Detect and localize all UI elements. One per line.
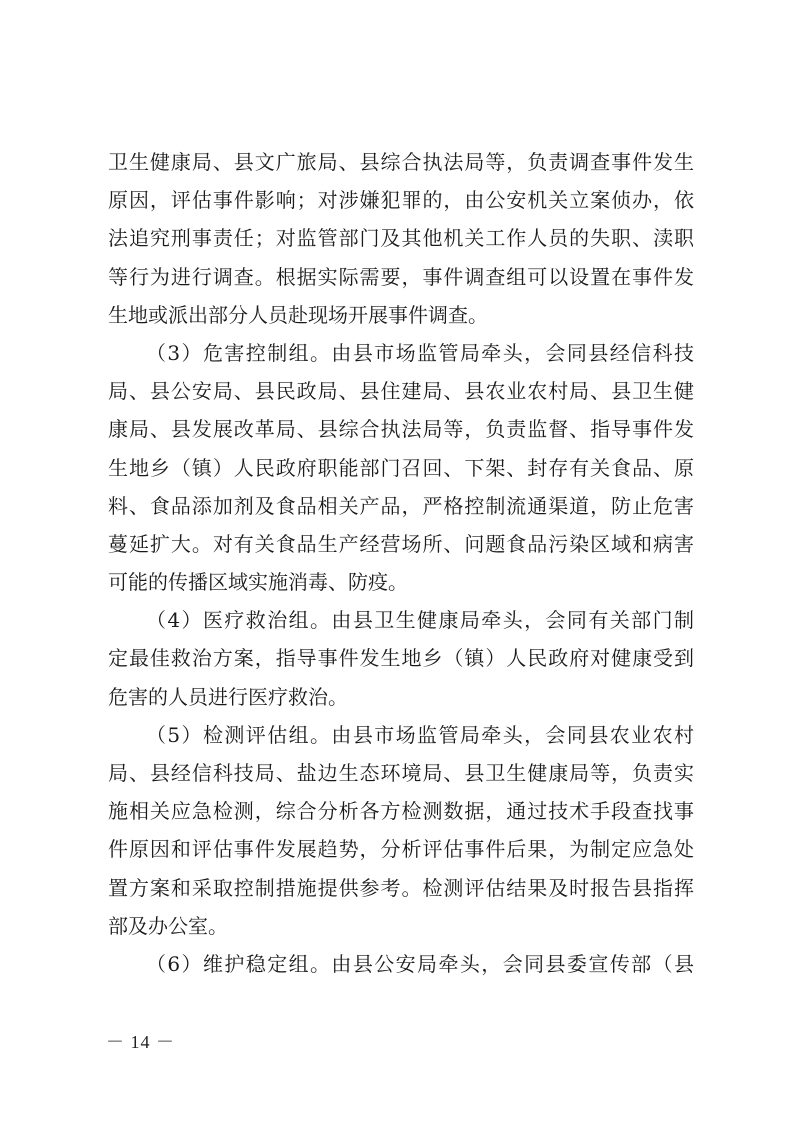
body-text	[108, 143, 694, 983]
text-line: 可能的传播区域实施消毒、防疫。	[108, 570, 408, 595]
text-line: 定最佳救治方案，指导事件发生地乡（镇）人民政府对健康受到	[108, 646, 694, 671]
text-line: 法追究刑事责任；对监管部门及其他机关工作人员的失职、渎职	[108, 226, 694, 251]
text-line: 置方案和采取控制措施提供参考。检测评估结果及时报告县指挥	[108, 875, 694, 900]
paragraph-start-testing-evaluation: （5）检测评估组。由县市场监管局牵头，会同县农业农村	[146, 722, 694, 747]
text-line: 料、食品添加剂及食品相关产品，严格控制流通渠道，防止危害	[108, 493, 694, 518]
text-line: 蔓延扩大。对有关食品生产经营场所、问题食品污染区域和病害	[108, 531, 694, 556]
text-line: 局、县经信科技局、盐边生态环境局、县卫生健康局等，负责实	[108, 761, 694, 785]
page-number: － 14 －	[106, 1032, 175, 1052]
text-line: 卫生健康局、县文广旅局、县综合执法局等，负责调查事件发生	[108, 150, 694, 174]
text-line: 危害的人员进行医疗救治。	[108, 684, 348, 709]
text-line: 康局、县发展改革局、县综合执法局等，负责监督、指导事件发	[108, 417, 694, 442]
paragraph-start-medical-treatment: （4）医疗救治组。由县卫生健康局牵头，会同有关部门制	[146, 608, 694, 633]
text-line: 生地或派出部分人员赴现场开展事件调查。	[108, 302, 488, 327]
text-line: 部及办公室。	[108, 913, 228, 938]
text-line: 件原因和评估事件发展趋势，分析评估事件后果，为制定应急处	[108, 837, 694, 862]
text-line: 局、县公安局、县民政局、县住建局、县农业农村局、县卫生健	[108, 379, 694, 404]
text-line: 施相关应急检测，综合分析各方检测数据，通过技术手段查找事	[108, 799, 694, 824]
text-line: 等行为进行调查。根据实际需要，事件调查组可以设置在事件发	[108, 264, 694, 289]
paragraph-start-stability: （6）维护稳定组。由县公安局牵头，会同县委宣传部（县	[146, 951, 694, 976]
text-line: 生地乡（镇）人民政府职能部门召回、下架、封存有关食品、原	[108, 455, 694, 480]
paragraph-start-hazard-control: （3）危害控制组。由县市场监管局牵头，会同县经信科技	[146, 340, 694, 365]
text-line: 原因，评估事件影响；对涉嫌犯罪的，由公安机关立案侦办，依	[108, 188, 694, 213]
